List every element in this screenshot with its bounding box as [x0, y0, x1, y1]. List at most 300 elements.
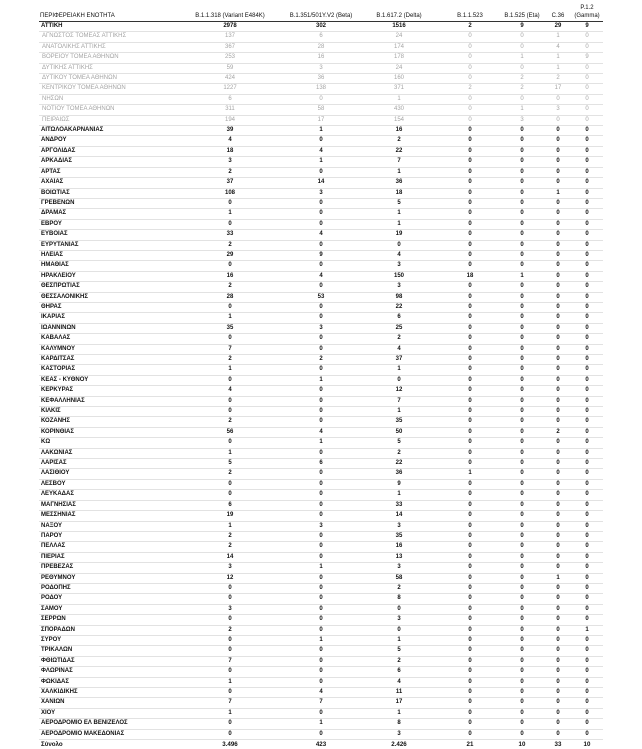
- region-name-cell: ΜΕΣΣΗΝΙΑΣ: [39, 511, 175, 521]
- value-cell: 0: [571, 292, 603, 302]
- table-row: [39, 178, 603, 188]
- table-row: [39, 271, 603, 281]
- region-name-cell: ΑΓΝΩΣΤΟΣ ΤΟΜΕΑΣ ΑΤΤΙΚΗΣ: [39, 32, 175, 42]
- value-cell: 4: [175, 386, 285, 396]
- value-cell: 0: [545, 656, 571, 666]
- value-cell: 0: [441, 427, 499, 437]
- value-cell: 1: [499, 105, 545, 115]
- value-cell: 0: [499, 583, 545, 593]
- value-cell: 0: [285, 396, 357, 406]
- region-name-cell: ΧΑΝΙΩΝ: [39, 698, 175, 708]
- value-cell: 160: [357, 74, 441, 84]
- region-name-cell: ΡΟΔΟΠΗΣ: [39, 583, 175, 593]
- total-cell: 10: [571, 740, 603, 749]
- value-cell: 2: [357, 136, 441, 146]
- region-name-cell: ΕΒΡΟΥ: [39, 219, 175, 229]
- value-cell: 0: [175, 719, 285, 729]
- variants-table: [39, 4, 603, 749]
- value-cell: 0: [441, 105, 499, 115]
- value-cell: 3: [357, 261, 441, 271]
- value-cell: 2: [441, 22, 499, 32]
- region-name-cell: ΤΡΙΚΑΛΩΝ: [39, 646, 175, 656]
- value-cell: 0: [545, 250, 571, 260]
- value-cell: 0: [285, 625, 357, 635]
- value-cell: 0: [571, 157, 603, 167]
- table-row: [39, 250, 603, 260]
- value-cell: 0: [499, 344, 545, 354]
- value-cell: 0: [571, 511, 603, 521]
- table-row: [39, 209, 603, 219]
- value-cell: 3: [545, 105, 571, 115]
- value-cell: 36: [285, 74, 357, 84]
- value-cell: 1: [441, 469, 499, 479]
- value-cell: 14: [175, 552, 285, 562]
- value-cell: 0: [285, 511, 357, 521]
- region-name-cell: ΡΟΔΟΥ: [39, 594, 175, 604]
- value-cell: 0: [571, 63, 603, 73]
- value-cell: 1: [545, 188, 571, 198]
- value-cell: 2: [175, 282, 285, 292]
- value-cell: 0: [441, 719, 499, 729]
- value-cell: 2: [175, 531, 285, 541]
- value-cell: 2: [357, 334, 441, 344]
- region-name-cell: ΘΕΣΣΑΛΟΝΙΚΗΣ: [39, 292, 175, 302]
- total-cell: 21: [441, 740, 499, 749]
- table-row: [39, 469, 603, 479]
- value-cell: 0: [499, 511, 545, 521]
- table-row: [39, 365, 603, 375]
- region-name-cell: ΦΛΩΡΙΝΑΣ: [39, 667, 175, 677]
- value-cell: 0: [285, 573, 357, 583]
- value-cell: 0: [545, 344, 571, 354]
- value-cell: 6: [357, 313, 441, 323]
- value-cell: 0: [545, 365, 571, 375]
- region-name-cell: ΚΑΛΥΜΝΟΥ: [39, 344, 175, 354]
- value-cell: 0: [175, 302, 285, 312]
- total-cell: 3.496: [175, 740, 285, 749]
- value-cell: 0: [571, 42, 603, 52]
- region-name-cell: ΝΑΞΟΥ: [39, 521, 175, 531]
- value-cell: 0: [571, 459, 603, 469]
- value-cell: 0: [175, 261, 285, 271]
- value-cell: 6: [285, 32, 357, 42]
- value-cell: 0: [571, 698, 603, 708]
- value-cell: 0: [441, 115, 499, 125]
- value-cell: 3: [499, 115, 545, 125]
- value-cell: 0: [545, 178, 571, 188]
- value-cell: 1: [571, 625, 603, 635]
- value-cell: 1: [357, 365, 441, 375]
- value-cell: 0: [441, 407, 499, 417]
- value-cell: 0: [571, 583, 603, 593]
- value-cell: 0: [499, 167, 545, 177]
- value-cell: 430: [357, 105, 441, 115]
- table-row: [39, 136, 603, 146]
- value-cell: 1: [357, 219, 441, 229]
- value-cell: 0: [441, 250, 499, 260]
- table-row: [39, 146, 603, 156]
- header-b11318: B.1.1.318 (Variant E484K): [195, 13, 265, 19]
- value-cell: 0: [545, 719, 571, 729]
- value-cell: 0: [285, 167, 357, 177]
- value-cell: 0: [499, 292, 545, 302]
- value-cell: 37: [357, 355, 441, 365]
- value-cell: 1: [499, 271, 545, 281]
- value-cell: 0: [571, 396, 603, 406]
- region-name-cell: ΠΙΕΡΙΑΣ: [39, 552, 175, 562]
- value-cell: 0: [357, 375, 441, 385]
- value-cell: 0: [499, 355, 545, 365]
- value-cell: 0: [441, 563, 499, 573]
- header-p12: P.1.2 (Gamma): [574, 5, 600, 19]
- table-row: [39, 188, 603, 198]
- table-row: [39, 417, 603, 427]
- value-cell: 0: [545, 698, 571, 708]
- table-row: [39, 708, 603, 718]
- value-cell: 0: [571, 250, 603, 260]
- value-cell: 0: [571, 667, 603, 677]
- value-cell: 0: [285, 552, 357, 562]
- value-cell: 0: [571, 500, 603, 510]
- value-cell: 0: [441, 625, 499, 635]
- value-cell: 0: [441, 594, 499, 604]
- value-cell: 0: [571, 552, 603, 562]
- value-cell: 0: [545, 407, 571, 417]
- header-b1525: B.1.525 (Eta): [504, 13, 540, 19]
- value-cell: 0: [357, 625, 441, 635]
- table-row: [39, 63, 603, 73]
- value-cell: 9: [285, 250, 357, 260]
- table-row: [39, 511, 603, 521]
- table-row: [39, 219, 603, 229]
- value-cell: 3: [175, 604, 285, 614]
- value-cell: 0: [499, 365, 545, 375]
- value-cell: 0: [545, 282, 571, 292]
- value-cell: 6: [175, 94, 285, 104]
- table-row: [39, 698, 603, 708]
- value-cell: 0: [175, 396, 285, 406]
- value-cell: 0: [499, 542, 545, 552]
- value-cell: 5: [175, 459, 285, 469]
- value-cell: 0: [441, 448, 499, 458]
- table-row: [39, 459, 603, 469]
- value-cell: 0: [285, 542, 357, 552]
- value-cell: 0: [545, 313, 571, 323]
- value-cell: 0: [441, 240, 499, 250]
- value-cell: 0: [441, 500, 499, 510]
- region-name-cell: ΕΥΒΟΙΑΣ: [39, 230, 175, 240]
- value-cell: 0: [441, 688, 499, 698]
- value-cell: 0: [545, 396, 571, 406]
- value-cell: 0: [499, 459, 545, 469]
- region-name-cell: ΝΟΤΙΟΥ ΤΟΜΕΑ ΑΘΗΝΩΝ: [39, 105, 175, 115]
- total-cell: 33: [545, 740, 571, 749]
- value-cell: 25: [357, 323, 441, 333]
- region-name-cell: ΚΑΡΔΙΤΣΑΣ: [39, 355, 175, 365]
- value-cell: 0: [499, 302, 545, 312]
- value-cell: 0: [499, 42, 545, 52]
- table-row: [39, 355, 603, 365]
- value-cell: 0: [571, 230, 603, 240]
- value-cell: 9: [499, 22, 545, 32]
- value-cell: 0: [441, 438, 499, 448]
- value-cell: 0: [285, 302, 357, 312]
- region-name-cell: ΛΑΡΙΣΑΣ: [39, 459, 175, 469]
- value-cell: 0: [285, 344, 357, 354]
- value-cell: 367: [175, 42, 285, 52]
- header-b11523: B.1.1.523: [457, 13, 483, 19]
- value-cell: 1: [357, 490, 441, 500]
- value-cell: 0: [571, 302, 603, 312]
- value-cell: 0: [441, 32, 499, 42]
- value-cell: 36: [357, 178, 441, 188]
- region-name-cell: ΛΕΥΚΑΔΑΣ: [39, 490, 175, 500]
- value-cell: 6: [175, 500, 285, 510]
- region-name-cell: ΔΥΤΙΚΗΣ ΑΤΤΙΚΗΣ: [39, 63, 175, 73]
- table-row: [39, 22, 603, 32]
- value-cell: 59: [175, 63, 285, 73]
- value-cell: 0: [571, 615, 603, 625]
- region-name-cell: ΣΥΡΟΥ: [39, 635, 175, 645]
- value-cell: 0: [441, 334, 499, 344]
- value-cell: 0: [499, 708, 545, 718]
- value-cell: 0: [545, 157, 571, 167]
- value-cell: 0: [441, 42, 499, 52]
- value-cell: 0: [545, 240, 571, 250]
- value-cell: 2: [175, 240, 285, 250]
- value-cell: 0: [441, 230, 499, 240]
- table-row: [39, 334, 603, 344]
- region-name-cell: ΣΠΟΡΑΔΩΝ: [39, 625, 175, 635]
- value-cell: 1: [357, 407, 441, 417]
- value-cell: 0: [571, 490, 603, 500]
- value-cell: 12: [357, 386, 441, 396]
- value-cell: 0: [571, 94, 603, 104]
- region-name-cell: ΑΡΓΟΛΙΔΑΣ: [39, 146, 175, 156]
- value-cell: 4: [285, 271, 357, 281]
- value-cell: 1516: [357, 22, 441, 32]
- value-cell: 0: [499, 490, 545, 500]
- value-cell: 56: [175, 427, 285, 437]
- value-cell: 253: [175, 53, 285, 63]
- value-cell: 16: [285, 53, 357, 63]
- value-cell: 2: [175, 542, 285, 552]
- table-row: [39, 323, 603, 333]
- value-cell: 0: [571, 708, 603, 718]
- value-cell: 0: [441, 479, 499, 489]
- value-cell: 0: [285, 365, 357, 375]
- value-cell: 2: [545, 74, 571, 84]
- value-cell: 0: [545, 292, 571, 302]
- value-cell: 0: [175, 729, 285, 739]
- region-name-cell: ΠΡΕΒΕΖΑΣ: [39, 563, 175, 573]
- region-name-cell: ΣΑΜΟΥ: [39, 604, 175, 614]
- value-cell: 5: [357, 646, 441, 656]
- value-cell: 22: [357, 459, 441, 469]
- value-cell: 12: [175, 573, 285, 583]
- value-cell: 0: [499, 334, 545, 344]
- value-cell: 0: [441, 542, 499, 552]
- table-row: [39, 84, 603, 94]
- total-row: [39, 740, 603, 749]
- value-cell: 0: [175, 219, 285, 229]
- value-cell: 0: [175, 615, 285, 625]
- table-row: [39, 438, 603, 448]
- value-cell: 0: [499, 500, 545, 510]
- value-cell: 4: [175, 136, 285, 146]
- value-cell: 0: [499, 282, 545, 292]
- region-name-cell: ΚΙΛΚΙΣ: [39, 407, 175, 417]
- table-row: [39, 646, 603, 656]
- value-cell: 0: [441, 677, 499, 687]
- value-cell: 0: [441, 136, 499, 146]
- value-cell: 14: [285, 178, 357, 188]
- value-cell: 0: [545, 708, 571, 718]
- value-cell: 0: [441, 521, 499, 531]
- table-row: [39, 407, 603, 417]
- value-cell: 3: [357, 282, 441, 292]
- value-cell: 0: [545, 448, 571, 458]
- value-cell: 0: [499, 261, 545, 271]
- table-row: [39, 386, 603, 396]
- value-cell: 22: [357, 302, 441, 312]
- value-cell: 0: [545, 271, 571, 281]
- value-cell: 0: [499, 667, 545, 677]
- value-cell: 0: [571, 479, 603, 489]
- value-cell: 0: [441, 667, 499, 677]
- value-cell: 0: [499, 417, 545, 427]
- value-cell: 0: [571, 209, 603, 219]
- value-cell: 33: [175, 230, 285, 240]
- value-cell: 0: [545, 594, 571, 604]
- value-cell: 302: [285, 22, 357, 32]
- value-cell: 2: [357, 583, 441, 593]
- value-cell: 0: [441, 167, 499, 177]
- value-cell: 0: [285, 656, 357, 666]
- table-row: [39, 688, 603, 698]
- value-cell: 1: [175, 677, 285, 687]
- value-cell: 0: [285, 531, 357, 541]
- value-cell: 0: [285, 386, 357, 396]
- value-cell: 9: [571, 22, 603, 32]
- value-cell: 0: [499, 635, 545, 645]
- value-cell: 0: [499, 469, 545, 479]
- value-cell: 8: [357, 719, 441, 729]
- header-b1351: B.1.351/501Y.V2 (Beta): [289, 13, 353, 19]
- value-cell: 0: [499, 656, 545, 666]
- table-row: [39, 302, 603, 312]
- value-cell: 39: [175, 126, 285, 136]
- table-row: [39, 32, 603, 42]
- value-cell: 0: [499, 396, 545, 406]
- value-cell: 0: [545, 209, 571, 219]
- value-cell: 0: [441, 344, 499, 354]
- value-cell: 18: [441, 271, 499, 281]
- value-cell: 0: [571, 344, 603, 354]
- value-cell: 2978: [175, 22, 285, 32]
- value-cell: 58: [285, 105, 357, 115]
- value-cell: 0: [441, 302, 499, 312]
- value-cell: 0: [175, 438, 285, 448]
- value-cell: 0: [441, 63, 499, 73]
- value-cell: 13: [357, 552, 441, 562]
- value-cell: 0: [499, 219, 545, 229]
- value-cell: 0: [499, 198, 545, 208]
- value-cell: 0: [545, 583, 571, 593]
- region-name-cell: ΒΟΙΩΤΙΑΣ: [39, 188, 175, 198]
- value-cell: 0: [545, 230, 571, 240]
- value-cell: 17: [545, 84, 571, 94]
- value-cell: 0: [571, 604, 603, 614]
- value-cell: 0: [545, 531, 571, 541]
- value-cell: 0: [499, 677, 545, 687]
- value-cell: 424: [175, 74, 285, 84]
- value-cell: 0: [285, 469, 357, 479]
- value-cell: 0: [571, 688, 603, 698]
- value-cell: 0: [285, 490, 357, 500]
- value-cell: 0: [545, 126, 571, 136]
- value-cell: 0: [571, 136, 603, 146]
- total-cell: 2.426: [357, 740, 441, 749]
- value-cell: 8: [357, 594, 441, 604]
- table-row: [39, 656, 603, 666]
- value-cell: 7: [175, 656, 285, 666]
- value-cell: 0: [499, 32, 545, 42]
- value-cell: 2: [545, 427, 571, 437]
- value-cell: 16: [357, 542, 441, 552]
- value-cell: 1: [175, 521, 285, 531]
- value-cell: 0: [499, 407, 545, 417]
- value-cell: 2: [175, 469, 285, 479]
- value-cell: 6: [285, 459, 357, 469]
- value-cell: 0: [571, 375, 603, 385]
- value-cell: 0: [571, 417, 603, 427]
- value-cell: 0: [441, 729, 499, 739]
- value-cell: 0: [175, 334, 285, 344]
- value-cell: 4: [285, 427, 357, 437]
- value-cell: 37: [175, 178, 285, 188]
- value-cell: 0: [545, 375, 571, 385]
- value-cell: 0: [441, 375, 499, 385]
- value-cell: 0: [441, 355, 499, 365]
- region-name-cell: ΚΕΡΚΥΡΑΣ: [39, 386, 175, 396]
- value-cell: 6: [357, 667, 441, 677]
- value-cell: 5: [357, 198, 441, 208]
- value-cell: 0: [571, 105, 603, 115]
- value-cell: 0: [545, 469, 571, 479]
- value-cell: 0: [441, 708, 499, 718]
- value-cell: 0: [441, 261, 499, 271]
- value-cell: 7: [175, 698, 285, 708]
- header-c36: C.36: [551, 13, 565, 19]
- value-cell: 0: [499, 63, 545, 73]
- value-cell: 14: [357, 511, 441, 521]
- value-cell: 0: [175, 198, 285, 208]
- value-cell: 0: [285, 615, 357, 625]
- value-cell: 0: [441, 209, 499, 219]
- value-cell: 0: [545, 115, 571, 125]
- value-cell: 0: [499, 729, 545, 739]
- value-cell: 0: [571, 167, 603, 177]
- region-name-cell: ΗΡΑΚΛΕΙΟΥ: [39, 271, 175, 281]
- value-cell: 3: [285, 521, 357, 531]
- value-cell: 0: [499, 521, 545, 531]
- table-row: [39, 604, 603, 614]
- region-name-cell: ΝΗΣΩΝ: [39, 94, 175, 104]
- value-cell: 0: [285, 729, 357, 739]
- value-cell: 0: [545, 563, 571, 573]
- value-cell: 0: [441, 219, 499, 229]
